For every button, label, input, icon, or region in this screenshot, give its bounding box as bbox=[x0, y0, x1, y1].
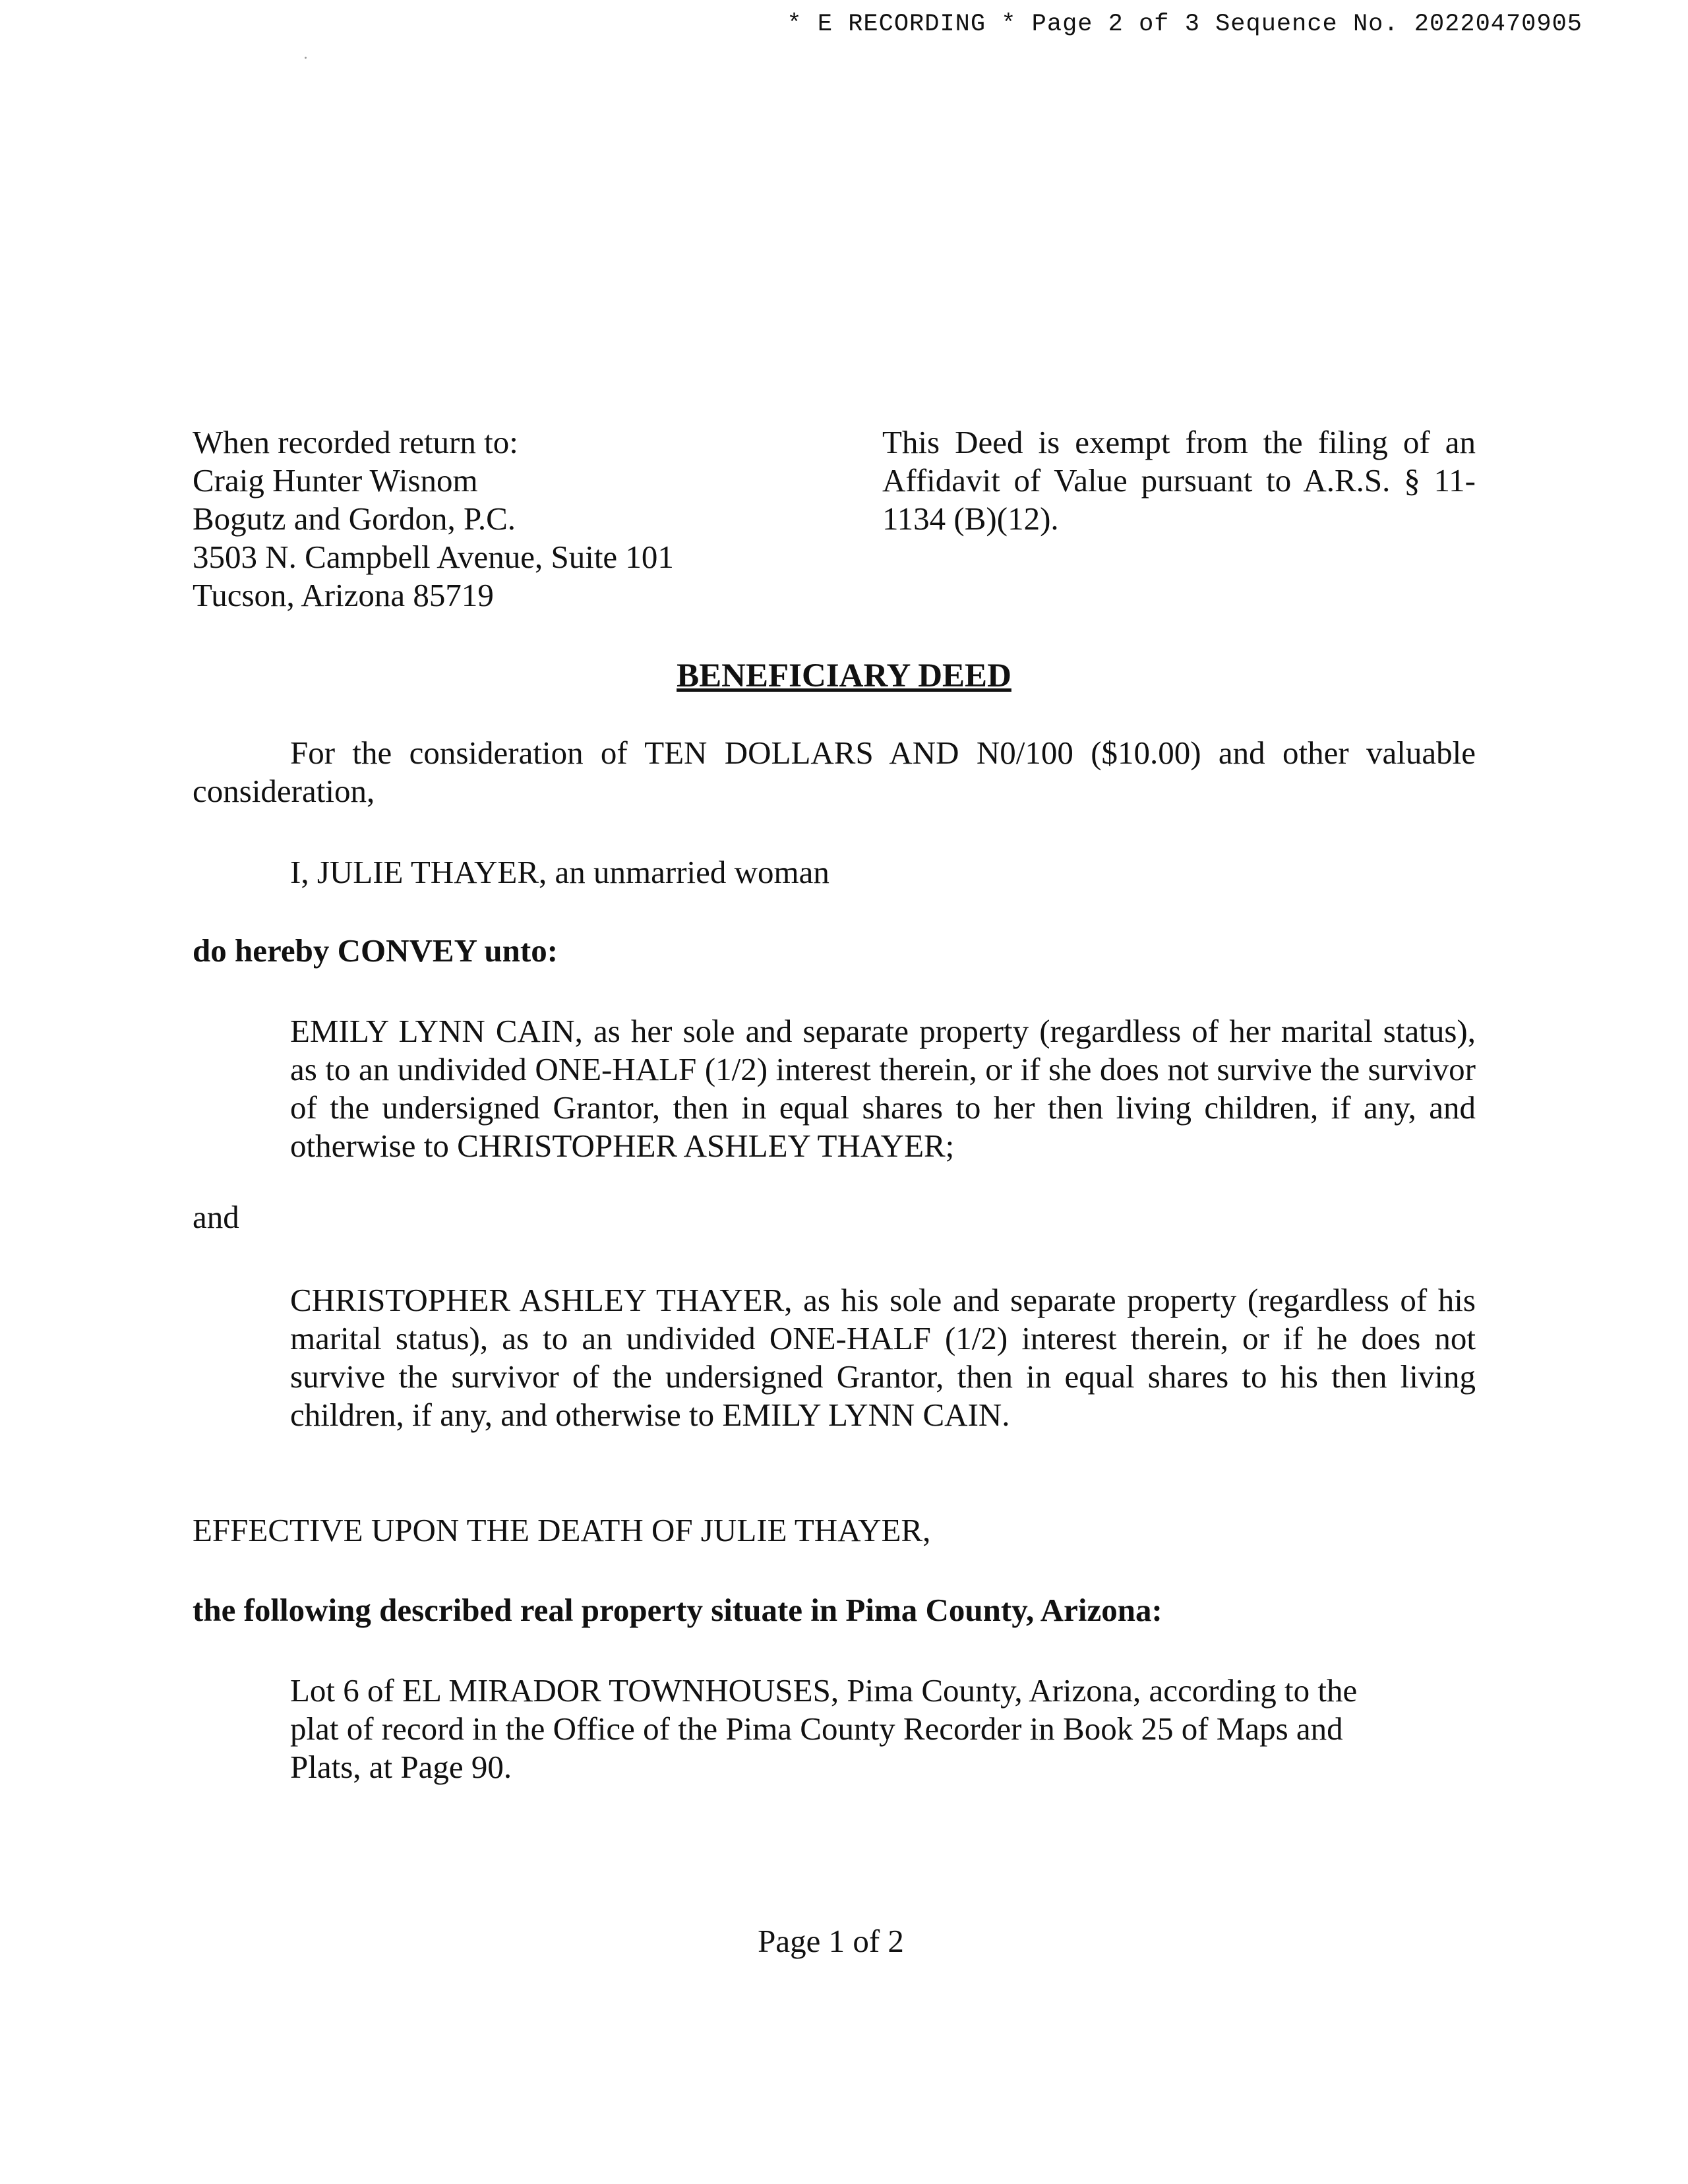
document-title: BENEFICIARY DEED bbox=[677, 657, 1011, 694]
recording-header: * E RECORDING * Page 2 of 3 Sequence No. 20220470905 bbox=[787, 11, 1582, 38]
exemption-note: This Deed is exempt from the filing of an Affidavit of Value pursuant to A.R.S. § 11-1134 (B)(12). bbox=[882, 424, 1476, 537]
property-heading: the following described real property situate in Pima County, Arizona: bbox=[193, 1592, 1162, 1628]
grantor-line: I, JULIE THAYER, an unmarried woman bbox=[290, 854, 829, 890]
conjunction-and: and bbox=[193, 1199, 239, 1235]
legal-description: Lot 6 of EL MIRADOR TOWNHOUSES, Pima County, Arizona, according to the plat of record in the Office of the Pima County Recorder in Book 25 of Maps and Plats, at Page 90. bbox=[290, 1672, 1358, 1785]
effective-clause: EFFECTIVE UPON THE DEATH OF JULIE THAYER, bbox=[193, 1512, 931, 1548]
return-address-line: 3503 N. Campbell Avenue, Suite 101 bbox=[193, 539, 674, 575]
return-address-line: Craig Hunter Wisnom bbox=[193, 462, 478, 499]
consideration-paragraph: For the consideration of TEN DOLLARS AND N0/100 ($10.00) and other valuable consideration, bbox=[193, 735, 1476, 809]
grantee-paragraph-2: CHRISTOPHER ASHLEY THAYER, as his sole and separate property (regardless of his marital status), as to an undivided ONE-HALF (1/2) interest therein, or if he does not survive the survivor of the undersigned Grantor, then in equal shares to his then living children, if any, and otherwise to EMILY LYNN CAIN. bbox=[290, 1282, 1476, 1433]
page-number-footer: Page 1 of 2 bbox=[758, 1923, 904, 1959]
return-address-line: When recorded return to: bbox=[193, 424, 518, 460]
return-address-block bbox=[193, 423, 753, 615]
return-address-line: Tucson, Arizona 85719 bbox=[193, 577, 494, 613]
convey-heading: do hereby CONVEY unto: bbox=[193, 932, 558, 969]
return-address-line: Bogutz and Gordon, P.C. bbox=[193, 501, 516, 537]
scan-speck bbox=[305, 57, 307, 59]
grantee-paragraph-1: EMILY LYNN CAIN, as her sole and separate property (regardless of her marital status), as to an undivided ONE-HALF (1/2) interest therein, or if she does not survive the survivor of the undersigned Grantor, then in equal shares to her then living children, if any, and otherwise to CHRISTOPHER ASHLEY THAYER; bbox=[290, 1013, 1476, 1164]
